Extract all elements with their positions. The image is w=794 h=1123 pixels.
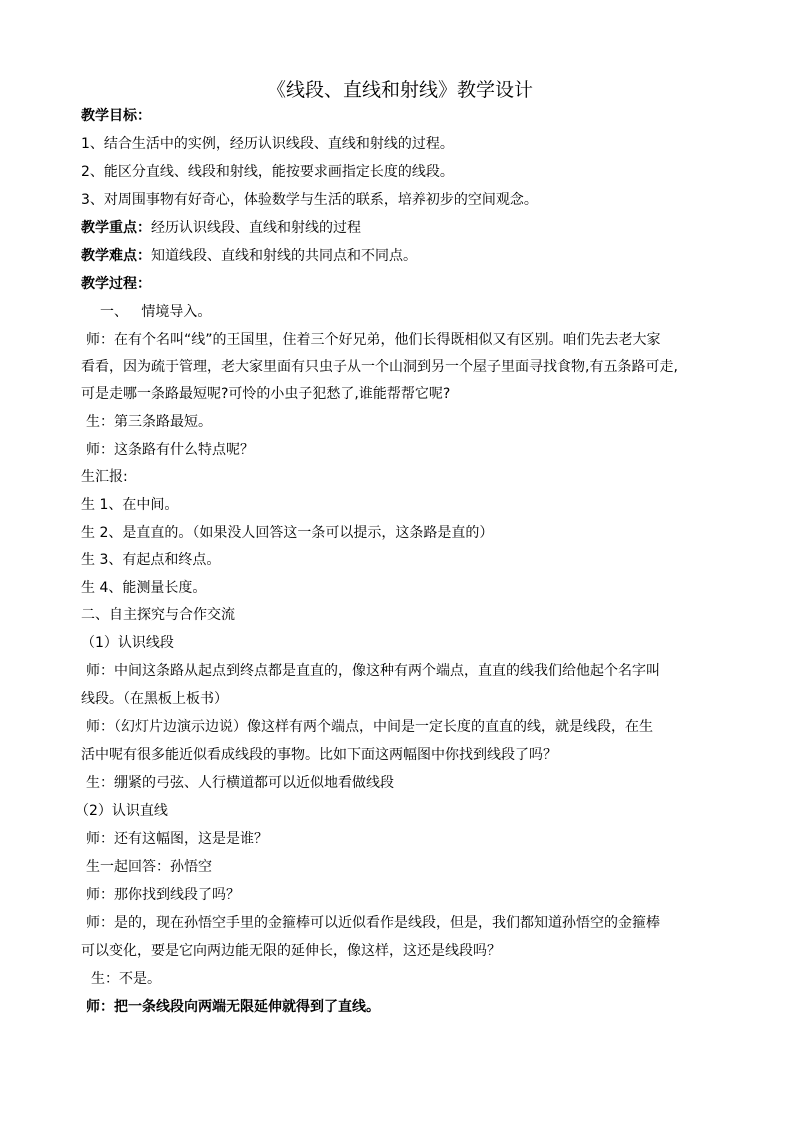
objective-3: 3、对周围事物有好奇心，体验数学与生活的联系，培养初步的空间观念。 [81, 192, 538, 208]
report-item-4: 生 4、能测量长度。 [81, 580, 207, 596]
section-1-heading: 一、 情境导入。 [100, 304, 212, 320]
report-item-2: 生 2、是直直的。（如果没人回答这一条可以提示，这条路是直的） [81, 525, 494, 541]
key-points [81, 218, 361, 238]
difficulty-text: 知道线段、直线和射线的共同点和不同点。 [151, 248, 417, 264]
student-answer-4: 生：不是。 [91, 971, 161, 987]
teacher-question-2: 师：还有这幅图，这是是谁？ [86, 831, 268, 847]
teacher-conclusion-text: 把一条线段向两端无限延伸就得到了直线。 [114, 999, 380, 1015]
paragraph-1-line-3: 可是走哪一条路最短呢?可怜的小虫子犯愁了,谁能帮帮它呢? [81, 386, 451, 402]
paragraph-3-line-1: 师：（幻灯片边演示边说）像这样有两个端点，中间是一定长度的直直的线，就是线段，在生 [86, 719, 653, 735]
difficulty [81, 246, 417, 266]
report-item-1: 生 1、在中间。 [81, 497, 179, 513]
paragraph-2-line-2: 线段。（在黑板上板书） [81, 691, 228, 707]
difficulty-label: 教学难点： [81, 248, 151, 264]
paragraph-3-line-2: 活中呢有很多能近似看成线段的事物。比如下面这两幅图中你找到线段了吗？ [81, 747, 557, 763]
key-points-label: 教学重点： [81, 220, 151, 236]
document-title: 《线段、直线和射线》教学设计 [266, 79, 533, 101]
paragraph-1-line-1: 师：在有个名叫“线”的王国里，住着三个好兄弟，他们长得既相似又有区别。咱们先去老大家 [86, 332, 661, 348]
student-answer-2: 生：绷紧的弓弦、人行横道都可以近似地看做线段 [86, 775, 394, 791]
section-2-heading: 二、自主探究与合作交流 [81, 607, 235, 623]
student-answer-3: 生一起回答：孙悟空 [86, 859, 212, 875]
student-answer-1: 生：第三条路最短。 [86, 414, 212, 430]
paragraph-4-line-1: 师：是的，现在孙悟空手里的金箍棒可以近似看作是线段，但是，我们都知道孙悟空的金箍棒 [86, 915, 660, 931]
report-item-3: 生 3、有起点和终点。 [81, 552, 221, 568]
paragraph-2-line-1: 师：中间这条路从起点到终点都是直直的，像这种有两个端点，直直的线我们给他起个名字叫 [86, 663, 660, 679]
objectives-label: 教学目标： [81, 108, 151, 124]
subsection-2-heading: （2）认识直线 [75, 803, 168, 819]
teacher-conclusion [86, 997, 380, 1017]
paragraph-1-line-2: 看看，因为疏于管理，老大家里面有只虫子从一个山洞到另一个屋子里面寻找食物,有五条路可走, [81, 359, 678, 375]
process-label: 教学过程： [81, 276, 151, 292]
teacher-conclusion-label: 师： [86, 999, 114, 1015]
objective-2: 2、能区分直线、线段和射线，能按要求画指定长度的线段。 [81, 164, 454, 180]
subsection-1-heading: （1）认识线段 [81, 635, 174, 651]
teacher-question-1: 师：这条路有什么特点呢？ [86, 442, 254, 458]
teacher-question-3: 师：那你找到线段了吗？ [86, 887, 240, 903]
objective-1: 1、结合生活中的实例，经历认识线段、直线和射线的过程。 [81, 136, 454, 152]
student-report-label: 生汇报: [81, 469, 128, 485]
key-points-text: 经历认识线段、直线和射线的过程 [151, 220, 361, 236]
paragraph-4-line-2: 可以变化，要是它向两边能无限的延伸长，像这样，这还是线段吗？ [81, 943, 501, 959]
